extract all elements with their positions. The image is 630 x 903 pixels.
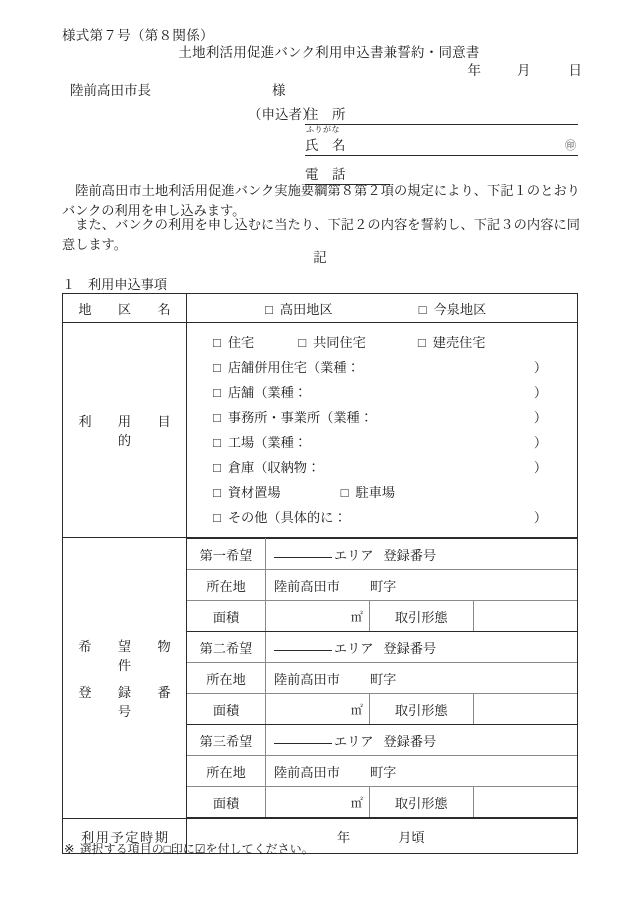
checkbox-icon[interactable]: □ bbox=[213, 485, 221, 500]
location-city: 陸前高田市 bbox=[274, 764, 340, 780]
pref2-deal-value[interactable] bbox=[473, 694, 577, 725]
date-year-label: 年 bbox=[467, 63, 481, 78]
name-field[interactable] bbox=[305, 134, 578, 156]
schedule-month-label: 月頃 bbox=[398, 829, 425, 845]
size-unit: ㎡ bbox=[350, 609, 363, 624]
location-city: 陸前高田市 bbox=[274, 578, 340, 594]
checkbox-icon[interactable]: □ bbox=[213, 360, 221, 375]
purpose-item-close: ） bbox=[533, 510, 547, 525]
pref3-deal-label: 取引形態 bbox=[369, 787, 473, 818]
pref3-size-label: 面積 bbox=[187, 787, 266, 818]
purpose-label: 利 用 目 的 bbox=[63, 323, 187, 538]
property-detail-cell bbox=[187, 538, 578, 819]
pref1-size-value[interactable] bbox=[266, 601, 370, 632]
furigana-label: ふりがな bbox=[306, 125, 340, 134]
area-blank-line[interactable] bbox=[274, 557, 332, 558]
location-town: 町字 bbox=[370, 578, 397, 594]
section-label: 利用申込事項 bbox=[88, 277, 168, 292]
purpose-item-close: ） bbox=[533, 460, 547, 475]
body-paragraph-2: また、バンクの利用を申し込むに当たり、下記２の内容を誓約し、下記３の内容に同意します。 bbox=[62, 217, 580, 253]
ki-marker: 記 bbox=[313, 250, 327, 265]
address-field[interactable] bbox=[305, 103, 578, 125]
purpose-item-label: 事務所・事業所（業種： bbox=[227, 410, 373, 425]
registration-label: 登録番号 bbox=[383, 547, 437, 563]
table-row-pref1-size bbox=[187, 601, 577, 632]
registration-label: 登録番号 bbox=[383, 733, 437, 749]
pref3-location-label: 所在地 bbox=[187, 756, 266, 787]
area-suffix: エリア bbox=[334, 733, 374, 749]
table-row-pref3-rank bbox=[187, 725, 577, 756]
property-label-line-1: 希 望 物 件 bbox=[78, 639, 198, 673]
checkbox-icon[interactable]: □ bbox=[213, 460, 221, 475]
purpose-item-label: その他（具体的に： bbox=[227, 510, 347, 525]
addressee: 陸前高田市長 bbox=[70, 83, 151, 98]
pref3-rank-label: 第三希望 bbox=[187, 725, 266, 756]
checkbox-icon[interactable]: □ bbox=[213, 410, 221, 425]
pref2-deal-label: 取引形態 bbox=[369, 694, 473, 725]
table-row-pref1-location bbox=[187, 570, 577, 601]
checkbox-icon[interactable]: □ bbox=[340, 485, 349, 500]
table-row-pref2-location bbox=[187, 663, 577, 694]
table-row-pref2-size bbox=[187, 694, 577, 725]
purpose-item-close: ） bbox=[533, 435, 547, 450]
purpose-item-label: 工場（業種： bbox=[227, 435, 307, 450]
schedule-year-label: 年 bbox=[337, 829, 351, 845]
table-row-property bbox=[63, 538, 578, 819]
purpose-item-warehouse[interactable] bbox=[213, 455, 577, 480]
purpose-item-label-3: 建売住宅 bbox=[432, 335, 486, 350]
footnote bbox=[64, 840, 314, 857]
pref1-registration-cell[interactable] bbox=[266, 539, 578, 570]
checkbox-icon[interactable]: □ bbox=[417, 335, 426, 350]
checkbox-icon[interactable]: □ bbox=[265, 301, 273, 317]
purpose-item-label-2: 共同住宅 bbox=[313, 335, 366, 350]
form-number: 様式第７号（第８関係） bbox=[62, 28, 214, 43]
date-line bbox=[468, 59, 583, 79]
area-blank-line[interactable] bbox=[274, 743, 332, 744]
purpose-item-material-yard[interactable] bbox=[213, 480, 577, 505]
purpose-item-close: ） bbox=[533, 410, 547, 425]
table-row-pref3-size bbox=[187, 787, 577, 818]
pref3-location-cell[interactable] bbox=[266, 756, 578, 787]
location-town: 町字 bbox=[370, 671, 397, 687]
purpose-item-label: 資材置場 bbox=[227, 485, 281, 500]
pref1-deal-value[interactable] bbox=[473, 601, 577, 632]
purpose-item-label: 店舗併用住宅（業種： bbox=[227, 360, 360, 375]
area-suffix: エリア bbox=[334, 640, 374, 656]
preferences-table bbox=[187, 538, 577, 818]
purpose-item-label: 倉庫（収納物： bbox=[227, 460, 321, 475]
property-label-line-2: 登 録 番 号 bbox=[78, 685, 198, 719]
size-unit: ㎡ bbox=[350, 702, 363, 717]
date-month-label: 月 bbox=[517, 63, 531, 78]
schedule-label: 利用予定時期 bbox=[63, 819, 187, 854]
purpose-item-store-residence[interactable] bbox=[213, 355, 577, 380]
pref1-size-label: 面積 bbox=[187, 601, 266, 632]
pref2-size-label: 面積 bbox=[187, 694, 266, 725]
checkbox-icon[interactable]: □ bbox=[213, 335, 221, 350]
date-day-label: 日 bbox=[568, 63, 582, 78]
purpose-item-label: 住宅 bbox=[227, 335, 255, 350]
purpose-item-office[interactable] bbox=[213, 405, 577, 430]
purpose-item-factory[interactable] bbox=[213, 430, 577, 455]
pref2-location-cell[interactable] bbox=[266, 663, 578, 694]
registration-label: 登録番号 bbox=[383, 640, 437, 656]
address-label: 住 所 bbox=[305, 107, 346, 122]
pref1-location-label: 所在地 bbox=[187, 570, 266, 601]
application-table bbox=[62, 293, 578, 854]
addressee-honorific: 様 bbox=[272, 83, 286, 98]
purpose-item-label: 店舗（業種： bbox=[227, 385, 307, 400]
checkbox-icon[interactable]: □ bbox=[213, 510, 221, 525]
district-option-imaizumi[interactable] bbox=[419, 299, 487, 318]
purpose-item-residence[interactable] bbox=[213, 330, 577, 355]
name-label: 氏 名 bbox=[305, 138, 346, 153]
checkbox-icon[interactable]: □ bbox=[298, 335, 307, 350]
telephone-label: 電 話 bbox=[305, 167, 346, 182]
pref2-location-label: 所在地 bbox=[187, 663, 266, 694]
checkbox-icon[interactable]: □ bbox=[418, 301, 427, 317]
footnote-mark: ※ bbox=[64, 842, 75, 856]
section-title bbox=[62, 274, 167, 293]
table-row-district bbox=[63, 294, 578, 323]
location-town: 町字 bbox=[370, 764, 397, 780]
pref2-rank-label: 第二希望 bbox=[187, 632, 266, 663]
table-row-purpose bbox=[63, 323, 578, 538]
area-suffix: エリア bbox=[334, 547, 374, 563]
area-blank-line[interactable] bbox=[274, 650, 332, 651]
seal-icon: ㊞ bbox=[565, 140, 576, 152]
footnote-text: 選択する項目の□印に☑を付してください。 bbox=[79, 842, 314, 856]
purpose-item-store[interactable] bbox=[213, 380, 577, 405]
applicant-group-label: （申込者） bbox=[248, 107, 316, 122]
pref3-deal-value[interactable] bbox=[473, 787, 577, 818]
pref1-location-cell[interactable] bbox=[266, 570, 578, 601]
purpose-options-cell bbox=[187, 323, 578, 538]
district-label: 地 区 名 bbox=[63, 294, 187, 323]
purpose-item-other[interactable] bbox=[213, 505, 577, 530]
table-row-pref3-location bbox=[187, 756, 577, 787]
section-number: １ bbox=[62, 277, 76, 292]
size-unit: ㎡ bbox=[350, 795, 363, 810]
document-title: 土地利活用促進バンク利用申込書兼誓約・同意書 bbox=[178, 45, 480, 60]
body-paragraph-1: 陸前高田市土地利活用促進バンク実施要綱第８第２項の規定により、下記１のとおりバンクの利用を申し込みます。 bbox=[62, 183, 580, 219]
table-row-pref2-rank bbox=[187, 632, 577, 663]
pref1-deal-label: 取引形態 bbox=[369, 601, 473, 632]
purpose-item-close: ） bbox=[533, 360, 547, 375]
district-options-cell bbox=[187, 294, 578, 323]
pref2-registration-cell[interactable] bbox=[266, 632, 578, 663]
pref3-registration-cell[interactable] bbox=[266, 725, 578, 756]
purpose-item-close: ） bbox=[533, 385, 547, 400]
district-option-takata[interactable] bbox=[265, 299, 333, 318]
pref1-rank-label: 第一希望 bbox=[187, 539, 266, 570]
property-label bbox=[63, 538, 198, 819]
purpose-item-label-2: 駐車場 bbox=[355, 485, 396, 500]
checkbox-icon[interactable]: □ bbox=[213, 435, 221, 450]
district-option-label: 高田地区 bbox=[279, 301, 333, 317]
table-row-pref1-rank bbox=[187, 539, 577, 570]
district-option-label: 今泉地区 bbox=[433, 301, 487, 317]
pref2-size-value[interactable] bbox=[266, 694, 370, 725]
pref3-size-value[interactable] bbox=[266, 787, 370, 818]
checkbox-icon[interactable]: □ bbox=[213, 385, 221, 400]
location-city: 陸前高田市 bbox=[274, 671, 340, 687]
